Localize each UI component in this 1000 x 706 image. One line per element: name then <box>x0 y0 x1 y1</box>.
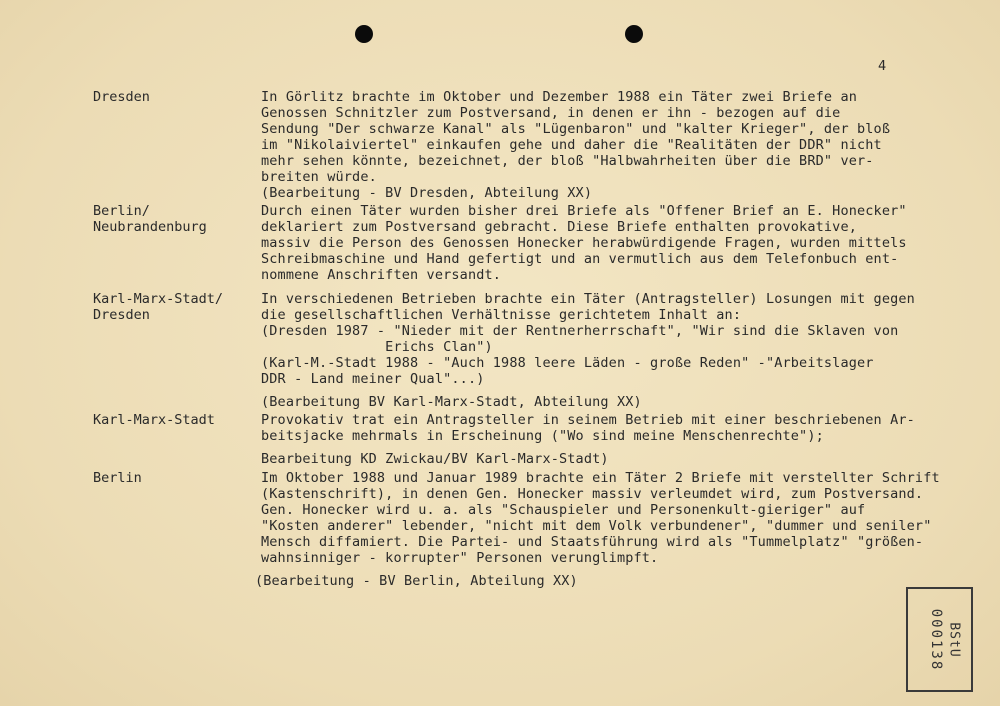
entry-body <box>261 89 981 201</box>
entry-body <box>261 291 981 410</box>
entry-line: Erichs Clan") <box>261 339 493 355</box>
entry-line: Sendung "Der schwarze Kanal" als "Lügenbaron" und "kalter Krieger", der bloß <box>261 121 891 137</box>
entry-note: Bearbeitung KD Zwickau/BV Karl-Marx-Stadt) <box>261 451 609 467</box>
punch-hole-right <box>625 25 643 43</box>
entry-line: Durch einen Täter wurden bisher drei Briefe als "Offener Brief an E. Honecker" <box>261 203 907 219</box>
entry-line: massiv die Person des Genossen Honecker herabwürdigende Fragen, wurden mittels <box>261 235 907 251</box>
entry-location: Dresden <box>93 89 150 105</box>
entry-line: Schreibmaschine und Hand gefertigt und an vermutlich aus dem Telefonbuch ent- <box>261 251 899 267</box>
page-number: 4 <box>878 58 887 74</box>
entry-line: (Kastenschrift), in denen Gen. Honecker massiv verleumdet wird, zum Postversand. <box>261 486 924 502</box>
entry-line: Genossen Schnitzler zum Postversand, in denen er ihn - bezogen auf die <box>261 105 841 121</box>
entry-line: In Görlitz brachte im Oktober und Dezember 1988 ein Täter zwei Briefe an <box>261 89 857 105</box>
stamp-code: 000138 <box>928 608 944 671</box>
entry-line: Gen. Honecker wird u. a. als "Schauspieler und Personenkult-gieriger" auf <box>261 502 866 518</box>
entry-line: beitsjacke mehrmals in Erscheinung ("Wo sind meine Menschenrechte"); <box>261 428 824 444</box>
entry-line: (Bearbeitung - BV Dresden, Abteilung XX) <box>261 185 593 201</box>
entry-line: Mensch diffamiert. Die Partei- und Staatsführung wird als "Tummelplatz" "größen- <box>261 534 924 550</box>
entry-line: (Karl-M.-Stadt 1988 - "Auch 1988 leere Läden - große Reden" -"Arbeitslager <box>261 355 874 371</box>
entry-location: Karl-Marx-Stadt <box>93 412 215 428</box>
entry-note: (Bearbeitung BV Karl-Marx-Stadt, Abteilung XX) <box>261 394 642 410</box>
entry-line: im "Nikolaiviertel" einkaufen gehe und daher die "Realitäten der DDR" nicht <box>261 137 882 153</box>
entry-line: breiten würde. <box>261 169 377 185</box>
stamp-label: BStU <box>946 621 962 658</box>
entry-body <box>261 412 981 467</box>
entry-line: "Kosten anderer" lebender, "nicht mit dem Volk verbundener", "dummer und seniler" <box>261 518 932 534</box>
entry-location: Berlin/ Neubrandenburg <box>93 203 207 235</box>
entry-location: Karl-Marx-Stadt/ Dresden <box>93 291 224 323</box>
entry-line: In verschiedenen Betrieben brachte ein Täter (Antragsteller) Losungen mit gegen <box>261 291 915 307</box>
punch-hole-left <box>355 25 373 43</box>
entry-line: (Dresden 1987 - "Nieder mit der Rentnerherrschaft", "Wir sind die Sklaven von <box>261 323 899 339</box>
entry-body <box>261 203 981 283</box>
entry-line: mehr sehen könnte, bezeichnet, der bloß "Halbwahrheiten über die BRD" ver- <box>261 153 874 169</box>
entry-line: die gesellschaftlichen Verhältnisse gerichtetem Inhalt an: <box>261 307 742 323</box>
entry-line: DDR - Land meiner Qual"...) <box>261 371 485 387</box>
entry-line: nommene Anschriften versandt. <box>261 267 502 283</box>
archive-stamp <box>906 587 973 692</box>
entry-line: wahnsinniger - korrupter" Personen verunglimpft. <box>261 550 659 566</box>
entry-note: (Bearbeitung - BV Berlin, Abteilung XX) <box>255 573 578 589</box>
entry-line: deklariert zum Postversand gebracht. Diese Briefe enthalten provokative, <box>261 219 857 235</box>
entry-location: Berlin <box>93 470 142 486</box>
entry-line: Im Oktober 1988 und Januar 1989 brachte ein Täter 2 Briefe mit verstellter Schrift <box>261 470 940 486</box>
entry-body <box>255 470 981 589</box>
entry-line: Provokativ trat ein Antragsteller in seinem Betrieb mit einer beschriebenen Ar- <box>261 412 915 428</box>
